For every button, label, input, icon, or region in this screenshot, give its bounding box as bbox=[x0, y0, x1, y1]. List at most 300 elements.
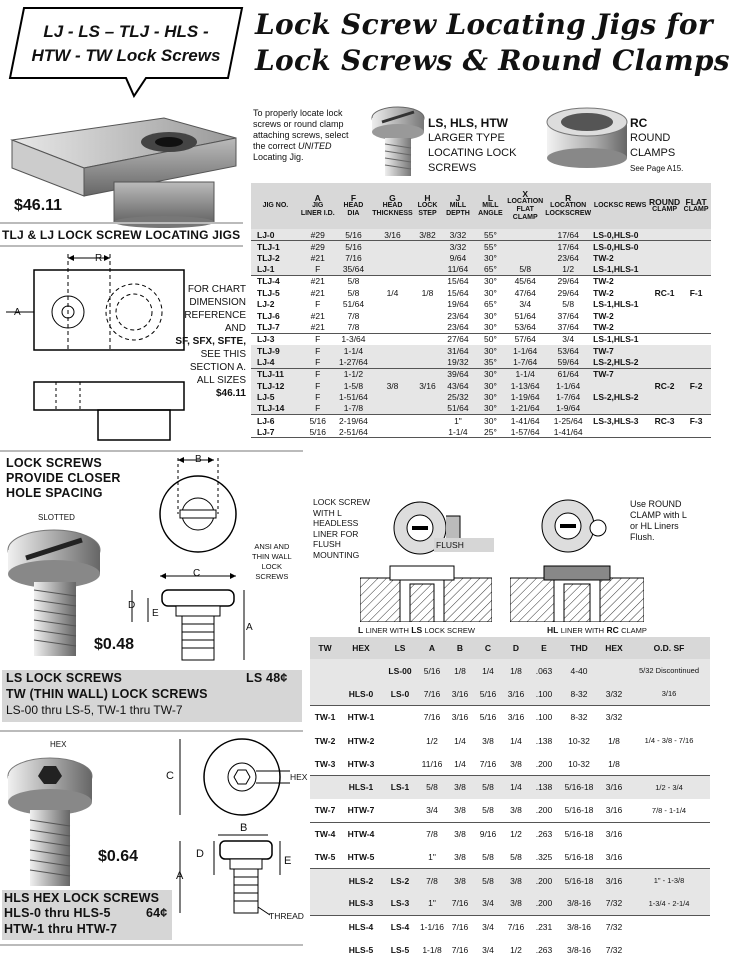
table-cell: 35° bbox=[475, 357, 507, 369]
table-cell: 1-21/64 bbox=[506, 403, 544, 415]
table-cell bbox=[371, 426, 413, 438]
table-cell: 1/8 bbox=[608, 735, 620, 746]
table-cell: 3/16 bbox=[419, 380, 436, 391]
table-cell bbox=[414, 322, 442, 334]
table-cell bbox=[648, 275, 681, 287]
table-cell: 3/32 bbox=[441, 229, 474, 241]
table-cell bbox=[681, 299, 711, 311]
jig-col-header bbox=[336, 183, 372, 229]
table-cell: 3/16 bbox=[502, 682, 530, 705]
table-cell: 7/8 bbox=[418, 869, 446, 892]
table-cell: LS-1,HLS-1 bbox=[592, 264, 648, 276]
header-line: ANGLE bbox=[478, 210, 503, 217]
table-cell: F bbox=[300, 403, 336, 415]
table-row bbox=[310, 729, 710, 752]
table-cell: 3/8 bbox=[502, 799, 530, 822]
dim-d2-label: D bbox=[196, 848, 204, 860]
table-cell: 1/4 bbox=[446, 752, 474, 775]
table-cell: 5/8 bbox=[474, 845, 502, 868]
table-row bbox=[310, 845, 710, 868]
table-cell: 1" bbox=[454, 415, 462, 426]
table-cell bbox=[628, 939, 710, 962]
table-cell: #21 bbox=[310, 310, 325, 321]
ls-price: $0.48 bbox=[94, 636, 135, 653]
table-cell: .100 bbox=[530, 682, 558, 705]
header-line: STEP bbox=[418, 210, 437, 217]
table-cell: 25/32 bbox=[447, 392, 469, 403]
table-cell: 7/16 bbox=[507, 922, 525, 933]
table-cell: 30° bbox=[483, 252, 497, 263]
header-line: G bbox=[389, 193, 396, 203]
table-cell: 5/16 bbox=[474, 682, 502, 705]
table-cell: 35/64 bbox=[336, 264, 372, 276]
table-row bbox=[251, 229, 711, 241]
table-cell bbox=[382, 845, 418, 868]
caption-part: CLAMP bbox=[621, 626, 647, 635]
table-cell bbox=[382, 822, 418, 845]
ls-box-range: LS-00 thru LS-5, TW-1 thru TW-7 bbox=[6, 703, 183, 717]
table-cell bbox=[382, 729, 418, 752]
intro-text bbox=[253, 108, 368, 163]
table-row bbox=[310, 659, 710, 682]
table-cell: 7/32 bbox=[600, 892, 628, 915]
table-cell: LJ-7 bbox=[251, 426, 300, 438]
table-cell: 3/8 bbox=[454, 828, 466, 839]
table-cell: 31/64 bbox=[447, 345, 469, 356]
table-row bbox=[251, 299, 711, 311]
table-cell: 1-1/4 bbox=[343, 345, 364, 356]
table-cell: 39/64 bbox=[447, 369, 469, 380]
header-line: LINER I.D. bbox=[300, 210, 335, 217]
screw-col-header: B bbox=[446, 637, 474, 659]
table-cell: #29 bbox=[310, 241, 325, 252]
screw-col-header: HEX bbox=[340, 637, 382, 659]
screw-col-header: THD bbox=[558, 637, 600, 659]
header-line: LOCKSCREW bbox=[545, 210, 592, 217]
dim-c2-label: C bbox=[166, 770, 174, 782]
table-cell: LS-5 bbox=[390, 945, 410, 956]
ansi-note bbox=[252, 542, 292, 582]
jig-diagram bbox=[6, 250, 186, 446]
table-cell bbox=[382, 752, 418, 775]
table-cell: 51/64 bbox=[441, 403, 474, 415]
table-row bbox=[310, 892, 710, 915]
mount-note-line: MOUNTING bbox=[313, 549, 360, 560]
jig-col-header bbox=[648, 183, 681, 229]
table-cell: 3/8 bbox=[446, 869, 474, 892]
table-cell bbox=[382, 706, 418, 729]
table-cell: 53/64 bbox=[506, 322, 544, 334]
table-row bbox=[310, 915, 710, 938]
table-cell bbox=[506, 229, 544, 241]
table-cell: F-1 bbox=[689, 287, 703, 298]
jig-col-header bbox=[300, 183, 336, 229]
table-cell: 3/8 bbox=[446, 775, 474, 798]
table-cell: 5/8 bbox=[347, 287, 360, 298]
table-cell: F bbox=[315, 392, 321, 403]
table-cell: 37/64 bbox=[557, 310, 579, 321]
table-cell bbox=[681, 310, 711, 322]
table-cell: 1-1/2 bbox=[343, 369, 364, 380]
mount-note-line: HEADLESS bbox=[313, 518, 359, 528]
table-cell: 4-40 bbox=[558, 659, 600, 682]
table-cell: 1-51/64 bbox=[339, 392, 368, 403]
table-cell: 5/16 bbox=[336, 229, 372, 241]
table-cell: 3/16 bbox=[507, 712, 525, 723]
table-cell bbox=[371, 391, 413, 403]
thread-label: THREAD bbox=[269, 911, 304, 921]
table-cell: 1-1/4 bbox=[515, 369, 535, 380]
table-cell: 30° bbox=[483, 380, 497, 391]
ls-box-title: LS, HLS, HTW bbox=[428, 116, 508, 130]
table-cell bbox=[628, 822, 710, 845]
table-cell bbox=[681, 345, 711, 357]
screw-col-header: C bbox=[474, 637, 502, 659]
table-cell: LS-1,HLS-1 bbox=[593, 334, 639, 345]
table-row bbox=[251, 310, 711, 322]
table-cell: 8-32 bbox=[558, 682, 600, 705]
table-cell bbox=[371, 299, 413, 311]
page-title-line2: Lock Screws & Round Clamps bbox=[255, 44, 730, 77]
table-cell bbox=[310, 869, 340, 892]
l-liner-caption bbox=[358, 625, 475, 635]
table-cell bbox=[628, 706, 710, 729]
table-cell: .200 bbox=[530, 869, 558, 892]
table-cell: 3/16 bbox=[600, 845, 628, 868]
table-cell bbox=[681, 252, 711, 264]
table-cell: 57/64 bbox=[514, 334, 536, 345]
table-cell: 7/16 bbox=[446, 892, 474, 915]
table-cell: .200 bbox=[530, 799, 558, 822]
table-cell bbox=[648, 229, 681, 241]
callout-line2: HTW - TW Lock Screws bbox=[31, 46, 221, 65]
mount-note-line: LOCK SCREW bbox=[313, 497, 371, 507]
table-cell: 3/4 bbox=[482, 922, 494, 933]
chart-note-line: DIMENSION bbox=[189, 297, 246, 308]
table-row bbox=[251, 264, 711, 276]
table-cell: 7/16 bbox=[423, 712, 441, 723]
table-row bbox=[251, 252, 711, 264]
table-cell bbox=[310, 659, 340, 682]
table-cell: HLS-5 bbox=[348, 945, 374, 956]
table-cell: TLJ-7 bbox=[251, 322, 300, 334]
table-cell: 65° bbox=[483, 299, 497, 310]
table-cell bbox=[382, 799, 418, 822]
table-cell: 1-7/64 bbox=[556, 392, 581, 403]
table-cell: TLJ-1 bbox=[257, 241, 280, 252]
table-cell: TLJ-9 bbox=[257, 345, 280, 356]
table-cell: F bbox=[300, 264, 336, 276]
hls-price: $0.64 bbox=[98, 848, 139, 865]
l-liner-section bbox=[360, 562, 492, 622]
table-cell: 1-1/8 bbox=[422, 945, 442, 956]
jig-col-header bbox=[441, 183, 474, 229]
table-cell: 29/64 bbox=[557, 276, 579, 287]
table-cell: HTW-1 bbox=[347, 712, 375, 723]
table-cell: F bbox=[315, 299, 321, 310]
ls-box-sub: TW (THIN WALL) LOCK SCREWS bbox=[6, 687, 208, 701]
chart-note bbox=[160, 283, 246, 400]
table-cell: .200 bbox=[530, 892, 558, 915]
table-cell bbox=[506, 241, 544, 253]
table-cell: 15/64 bbox=[447, 276, 469, 287]
table-cell: 5/16 bbox=[309, 415, 326, 426]
table-cell: 50° bbox=[483, 334, 497, 345]
table-cell bbox=[371, 403, 413, 415]
caption-part: LINER WITH bbox=[365, 626, 409, 635]
table-cell: 7/16 bbox=[451, 922, 469, 933]
table-cell: .138 bbox=[535, 735, 553, 746]
header-line: LOCATION bbox=[550, 202, 587, 209]
table-cell: 1-57/64 bbox=[506, 426, 544, 438]
table-cell: 1/2 bbox=[426, 735, 438, 746]
chart-note-line: SF, SFX, SFTE, bbox=[175, 336, 246, 347]
table-cell: 3/8-16 bbox=[566, 922, 592, 933]
table-cell: 3/4 bbox=[474, 892, 502, 915]
intro-line: screws or round clamp bbox=[253, 119, 344, 129]
table-cell bbox=[414, 357, 442, 369]
table-cell: 5/16 bbox=[300, 426, 336, 438]
table-cell: F bbox=[315, 345, 321, 356]
table-cell bbox=[681, 322, 711, 334]
table-cell: .325 bbox=[530, 845, 558, 868]
table-cell: 3/8 bbox=[446, 799, 474, 822]
table-cell bbox=[648, 426, 681, 438]
table-cell bbox=[414, 391, 442, 403]
table-cell bbox=[648, 333, 681, 345]
header-line: THICKNESS bbox=[372, 210, 413, 217]
table-cell bbox=[648, 241, 681, 253]
table-cell: #29 bbox=[300, 229, 336, 241]
table-row bbox=[251, 322, 711, 334]
table-cell: LS-1,HLS-1 bbox=[593, 299, 639, 310]
table-cell: 5/8 bbox=[474, 869, 502, 892]
table-cell: 47/64 bbox=[514, 287, 536, 298]
table-cell: 3/8-16 bbox=[558, 892, 600, 915]
clamp-detail bbox=[538, 498, 608, 554]
ls-heading-line: PROVIDE CLOSER bbox=[6, 471, 121, 485]
table-cell bbox=[371, 345, 413, 357]
table-cell bbox=[648, 391, 681, 403]
table-cell: 5/16-18 bbox=[564, 828, 594, 839]
hex-screw-photo bbox=[4, 750, 104, 890]
table-cell: 1-13/64 bbox=[510, 380, 540, 391]
dim-a-label: A bbox=[14, 307, 21, 318]
header-line: FLAT bbox=[516, 206, 534, 213]
table-cell: 3/32 bbox=[449, 241, 467, 252]
table-cell: 2-19/64 bbox=[339, 415, 368, 426]
table-cell bbox=[371, 415, 413, 427]
table-cell: 1-7/64 bbox=[506, 357, 544, 369]
table-cell bbox=[681, 333, 711, 345]
table-cell bbox=[371, 252, 413, 264]
table-cell: 5/16 bbox=[345, 241, 362, 252]
header-line: DEPTH bbox=[446, 210, 470, 217]
table-cell bbox=[648, 345, 681, 357]
table-cell: HLS-0 bbox=[340, 682, 382, 705]
rc-box-line: ROUND bbox=[630, 132, 671, 144]
table-cell: TLJ-5 bbox=[257, 287, 280, 298]
table-cell: LS-00 bbox=[382, 659, 418, 682]
table-cell: .063 bbox=[530, 659, 558, 682]
caption-part: L bbox=[358, 625, 364, 635]
table-cell: 1/2 bbox=[544, 264, 592, 276]
table-cell bbox=[371, 264, 413, 276]
table-cell: 61/64 bbox=[557, 369, 579, 380]
table-cell: 3/16 bbox=[600, 775, 628, 798]
table-cell bbox=[628, 915, 710, 938]
header-line: DIA bbox=[347, 210, 360, 217]
table-cell: LJ-4 bbox=[251, 357, 300, 369]
table-cell: F bbox=[300, 357, 336, 369]
caption-part: RC bbox=[606, 625, 619, 635]
ls-heading-line: HOLE SPACING bbox=[6, 486, 103, 500]
mount-note-line: or HL Liners bbox=[630, 521, 679, 531]
table-cell: 3/4 bbox=[562, 334, 575, 345]
slotted-screw-photo bbox=[4, 524, 104, 660]
dim-e-label: E bbox=[152, 608, 159, 619]
table-cell: .138 bbox=[530, 775, 558, 798]
table-cell: #21 bbox=[310, 252, 325, 263]
table-cell: 5/16-18 bbox=[558, 775, 600, 798]
table-cell: 1-1/64 bbox=[556, 380, 581, 391]
table-row bbox=[310, 775, 710, 798]
dim-a2-label: A bbox=[246, 622, 253, 633]
table-cell: 30° bbox=[475, 403, 507, 415]
rc-box bbox=[630, 116, 683, 176]
table-cell: 3/4 bbox=[519, 299, 532, 310]
table-cell: 1-41/64 bbox=[544, 426, 592, 438]
header-line: LOCATION bbox=[507, 198, 544, 205]
chart-note-line: $46.11 bbox=[215, 388, 246, 399]
table-row bbox=[251, 415, 711, 427]
table-cell: 30° bbox=[475, 322, 507, 334]
table-cell bbox=[414, 275, 442, 287]
table-cell: 30° bbox=[483, 310, 497, 321]
table-cell bbox=[648, 252, 681, 264]
table-cell: 7/8 bbox=[336, 322, 372, 334]
table-cell: 5/8 bbox=[502, 845, 530, 868]
caption-part: HL bbox=[547, 625, 559, 635]
table-cell bbox=[414, 333, 442, 345]
table-cell: #21 bbox=[310, 276, 325, 287]
table-cell: 30° bbox=[483, 392, 497, 403]
jig-col-header bbox=[544, 183, 592, 229]
table-cell bbox=[414, 241, 442, 253]
table-cell: .231 bbox=[535, 922, 553, 933]
header-line: LOCKSC REWS bbox=[593, 202, 647, 209]
table-row bbox=[251, 368, 711, 380]
table-cell: 11/16 bbox=[418, 752, 446, 775]
table-cell: 7/16 bbox=[474, 752, 502, 775]
table-cell: LS-0,HLS-0 bbox=[592, 229, 648, 241]
table-cell: 1-3/4 - 2-1/4 bbox=[628, 892, 710, 915]
header-line: L bbox=[487, 193, 494, 203]
table-cell: 3/8 bbox=[502, 869, 530, 892]
dim-e2-label: E bbox=[284, 855, 292, 867]
ls-box bbox=[428, 116, 516, 176]
caption-part: LOCK SCREW bbox=[424, 626, 475, 635]
header-line: JIG bbox=[312, 202, 324, 209]
header-line: ROUND bbox=[649, 197, 681, 207]
mount-note-line: Flush. bbox=[630, 532, 655, 542]
table-cell: 5/8 bbox=[474, 799, 502, 822]
ls-heading-line: LOCK SCREWS bbox=[6, 456, 102, 470]
header-line: HEAD bbox=[343, 202, 364, 209]
table-cell: 55° bbox=[483, 241, 497, 252]
table-cell: 30° bbox=[483, 369, 497, 380]
table-cell: LJ-1 bbox=[251, 264, 300, 276]
table-cell: 3/32 bbox=[605, 712, 623, 723]
table-cell: 1-9/64 bbox=[544, 403, 592, 415]
hls-box-range2: HTW-1 thru HTW-7 bbox=[4, 922, 118, 936]
table-row bbox=[310, 752, 710, 775]
dim-d-label: D bbox=[128, 600, 136, 611]
header-line: R bbox=[565, 193, 572, 203]
table-cell: .263 bbox=[535, 945, 553, 956]
table-cell: 1/4 bbox=[454, 735, 466, 746]
table-cell bbox=[681, 391, 711, 403]
ls-screw-diagram bbox=[118, 452, 258, 664]
table-cell: 53/64 bbox=[557, 345, 579, 356]
table-cell: LS-2 bbox=[382, 869, 418, 892]
table-cell: 3/8 bbox=[446, 845, 474, 868]
table-cell: 1/8 bbox=[421, 287, 434, 298]
table-cell: 51/64 bbox=[342, 299, 365, 310]
table-cell bbox=[310, 682, 340, 705]
table-cell: 5/16-18 bbox=[558, 869, 600, 892]
ansi-line: THIN WALL bbox=[252, 552, 292, 561]
table-cell bbox=[371, 357, 413, 369]
table-cell: 1-5/8 bbox=[343, 380, 364, 391]
table-cell: TW-2 bbox=[314, 735, 336, 746]
table-cell: 5/8 bbox=[347, 276, 360, 287]
table-cell: F bbox=[315, 369, 321, 380]
caption-part: LINER WITH bbox=[560, 626, 605, 635]
table-cell bbox=[414, 426, 442, 438]
table-cell bbox=[414, 252, 442, 264]
table-cell bbox=[628, 845, 710, 868]
table-cell: 29/64 bbox=[557, 287, 579, 298]
table-cell bbox=[681, 229, 711, 241]
table-row bbox=[310, 822, 710, 845]
table-row bbox=[251, 345, 711, 357]
chart-note-line: REFERENCE bbox=[184, 310, 246, 321]
hls-box-title: HLS HEX LOCK SCREWS bbox=[4, 891, 160, 905]
table-cell: 8-32 bbox=[570, 712, 588, 723]
header-line: A bbox=[314, 193, 321, 203]
table-cell: HTW-7 bbox=[340, 799, 382, 822]
table-cell: 5/32 Discontinued bbox=[628, 659, 710, 682]
table-cell: 3/8 bbox=[502, 892, 530, 915]
table-cell: 3/8-16 bbox=[566, 945, 592, 956]
table-cell: TLJ-12 bbox=[257, 380, 285, 391]
dim-c-label: C bbox=[193, 568, 201, 579]
jig-col-header bbox=[251, 183, 300, 229]
table-cell bbox=[506, 252, 544, 264]
table-cell: HTW-3 bbox=[340, 752, 382, 775]
screw-col-header: HEX bbox=[600, 637, 628, 659]
table-cell: 3/8 bbox=[502, 752, 530, 775]
hls-box-range: HLS-0 thru HLS-5 bbox=[4, 906, 111, 920]
header-line: MILL bbox=[449, 202, 467, 209]
dim-b-label: B bbox=[195, 454, 202, 465]
table-cell: 1/2 - 3/4 bbox=[628, 775, 710, 798]
mount-note-line: WITH L bbox=[313, 507, 342, 518]
ls-screw-photo bbox=[368, 104, 428, 180]
table-cell bbox=[681, 426, 711, 438]
jig-price: $46.11 bbox=[14, 197, 63, 214]
